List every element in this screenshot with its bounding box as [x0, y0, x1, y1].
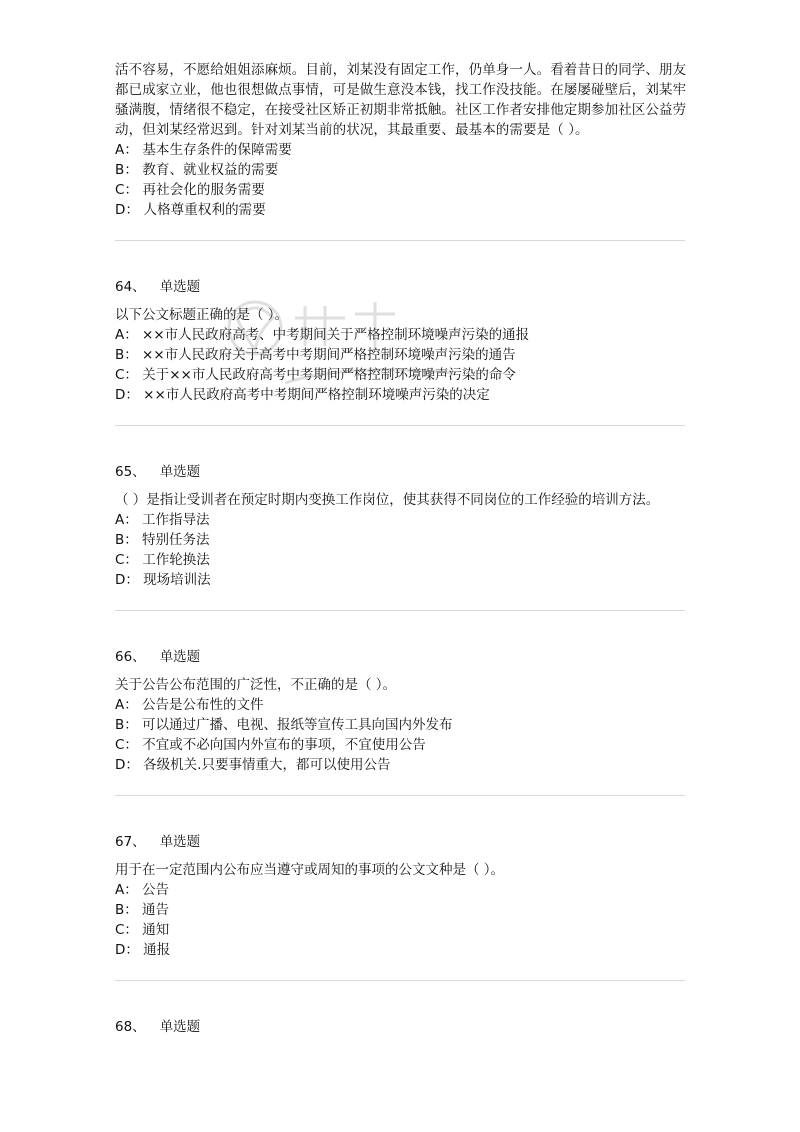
- question-65: [115, 426, 687, 590]
- option-a: A： 公告: [115, 882, 170, 898]
- question-type: 单选题: [159, 834, 201, 850]
- question-64: [115, 241, 687, 405]
- question-number: 68、: [115, 1019, 146, 1035]
- option-b: B： ××市人民政府关于高考中考期间严格控制环境噪声污染的通告: [115, 347, 516, 363]
- question-number: 67、: [115, 834, 146, 850]
- question-66: [115, 611, 687, 775]
- option-b: B： 通告: [115, 902, 170, 918]
- option-a: A： 工作指导法: [115, 512, 210, 528]
- option-d: D： ××市人民政府高考中考期间严格控制环境噪声污染的决定: [115, 387, 490, 403]
- option-d: D： 各级机关.只要事情重大，都可以使用公告: [115, 757, 391, 773]
- option-b: B： 特别任务法: [115, 532, 210, 548]
- question-text: 以下公文标题正确的是（ ）。: [115, 307, 289, 323]
- question-type: 单选题: [159, 464, 201, 480]
- option-c: C： 关于××市人民政府高考中考期间严格控制环境噪声污染的命令: [115, 367, 516, 383]
- question-text: 活不容易，不愿给姐姐添麻烦。目前，刘某没有固定工作，仍单身一人。看着昔日的同学、朋友都已成家立业，他也很想做点事情，可是做生意没本钱，找工作没技能。在屡屡碰壁后，刘某牢骚满腹，情绪很不稳定，在接受社区矫正初期非常抵触。社区工作者安排他定期参加社区公益劳动，但刘某经常迟到。针对刘某当前的状况，其最重要、最基本的需要是（ ）。: [115, 62, 687, 138]
- document-page: [115, 0, 687, 1045]
- question-type: 单选题: [159, 649, 201, 665]
- option-c: C： 再社会化的服务需要: [115, 182, 265, 198]
- option-a: A： ××市人民政府高考、中考期间关于严格控制环境噪声污染的通报: [115, 327, 530, 343]
- question-header: [115, 462, 687, 482]
- question-text: 用于在一定范围内公布应当遵守或周知的事项的公文文种是（ ）。: [115, 862, 505, 878]
- option-a: A： 基本生存条件的保障需要: [115, 142, 292, 158]
- question-header: [115, 647, 687, 667]
- option-d: D： 通报: [115, 942, 171, 958]
- option-a: A： 公告是公布性的文件: [115, 697, 264, 713]
- option-b: B： 可以通过广播、电视、报纸等宣传工具向国内外发布: [115, 717, 453, 733]
- option-c: C： 不宜或不必向国内外宣布的事项，不宜使用公告: [115, 737, 426, 753]
- question-header: [115, 1017, 687, 1037]
- option-b: B： 教育、就业权益的需要: [115, 162, 279, 178]
- question-63-continuation: [115, 0, 687, 220]
- question-text: 关于公告公布范围的广泛性，不正确的是（ ）。: [115, 677, 397, 693]
- option-d: D： 人格尊重权利的需要: [115, 202, 266, 218]
- question-header: [115, 832, 687, 852]
- question-67: [115, 796, 687, 960]
- question-type: 单选题: [159, 279, 201, 295]
- question-header: [115, 277, 687, 297]
- question-number: 65、: [115, 464, 146, 480]
- option-c: C： 工作轮换法: [115, 552, 210, 568]
- question-number: 64、: [115, 279, 146, 295]
- option-d: D： 现场培训法: [115, 572, 211, 588]
- question-number: 66、: [115, 649, 146, 665]
- question-text: （ ）是指让受训者在预定时期内变换工作岗位，使其获得不同岗位的工作经验的培训方法。: [115, 492, 660, 508]
- question-68: [115, 981, 687, 1037]
- question-type: 单选题: [159, 1019, 201, 1035]
- option-c: C： 通知: [115, 922, 170, 938]
